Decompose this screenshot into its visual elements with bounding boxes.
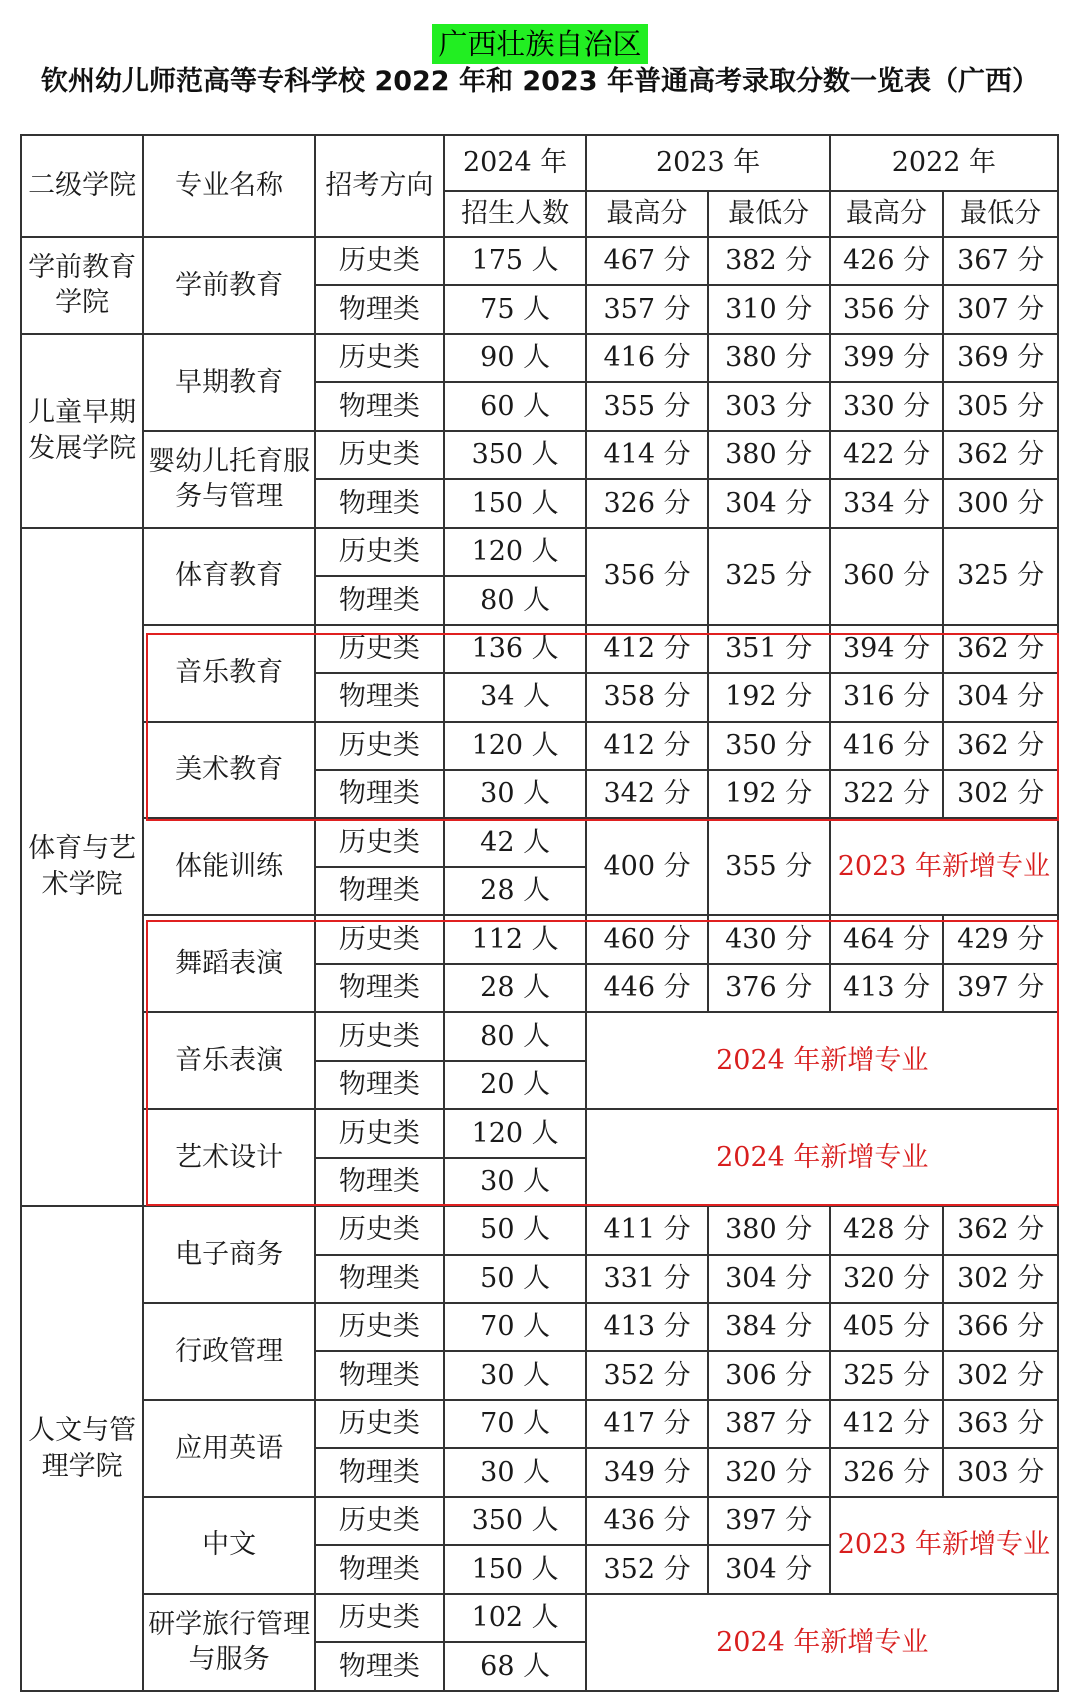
enroll-cell: 350 人 bbox=[444, 1497, 587, 1545]
enroll-cell: 50 人 bbox=[444, 1206, 587, 1254]
table-row bbox=[21, 431, 1058, 479]
score-2023-min: 380 分 bbox=[708, 1206, 830, 1254]
major-cell: 中文 bbox=[143, 1497, 315, 1594]
major-cell: 音乐教育 bbox=[143, 625, 315, 722]
major-cell: 体育教育 bbox=[143, 528, 315, 625]
score-2023-max: 326 分 bbox=[586, 479, 707, 527]
score-2022-min: 304 分 bbox=[943, 673, 1058, 721]
direction-cell: 历史类 bbox=[315, 431, 444, 479]
college-cell: 人文与管理学院 bbox=[21, 1206, 143, 1691]
header-2024: 2024 年 bbox=[444, 135, 587, 191]
enroll-cell: 30 人 bbox=[444, 770, 587, 818]
score-2023-max: 357 分 bbox=[586, 285, 707, 333]
direction-cell: 物理类 bbox=[315, 1351, 444, 1399]
score-2023-max: 355 分 bbox=[586, 382, 707, 430]
score-2023-max: 412 分 bbox=[586, 722, 707, 770]
college-cell: 儿童早期发展学院 bbox=[21, 334, 143, 528]
enroll-cell: 28 人 bbox=[444, 964, 587, 1012]
score-2023-min: 430 分 bbox=[708, 915, 830, 963]
direction-cell: 历史类 bbox=[315, 1303, 444, 1351]
score-2023-max: 416 分 bbox=[586, 334, 707, 382]
table-row bbox=[21, 625, 1058, 673]
score-2022-min: 363 分 bbox=[943, 1400, 1058, 1448]
score-2022-max: 405 分 bbox=[830, 1303, 944, 1351]
header-major: 专业名称 bbox=[143, 135, 315, 237]
score-2023-min: 380 分 bbox=[708, 431, 830, 479]
major-cell: 电子商务 bbox=[143, 1206, 315, 1303]
major-cell: 体能训练 bbox=[143, 818, 315, 915]
enroll-cell: 136 人 bbox=[444, 625, 587, 673]
header-row-1 bbox=[21, 135, 1058, 191]
score-2023-max: 412 分 bbox=[586, 625, 707, 673]
direction-cell: 物理类 bbox=[315, 964, 444, 1012]
direction-cell: 历史类 bbox=[315, 915, 444, 963]
direction-cell: 历史类 bbox=[315, 237, 444, 285]
score-2022-max: 464 分 bbox=[830, 915, 944, 963]
score-2022-min: 362 分 bbox=[943, 722, 1058, 770]
score-2022-max: 428 分 bbox=[830, 1206, 944, 1254]
header-enroll: 招生人数 bbox=[444, 191, 587, 237]
table-row bbox=[21, 818, 1058, 866]
score-2023-min: 384 分 bbox=[708, 1303, 830, 1351]
score-2023-min: 192 分 bbox=[708, 770, 830, 818]
table-row bbox=[21, 1206, 1058, 1254]
direction-cell: 物理类 bbox=[315, 479, 444, 527]
table-row bbox=[21, 1012, 1058, 1060]
score-2022-min: 300 分 bbox=[943, 479, 1058, 527]
score-2023-max: 414 分 bbox=[586, 431, 707, 479]
score-2022-min: 325 分 bbox=[943, 528, 1058, 625]
table-row bbox=[21, 334, 1058, 382]
score-2022-min: 302 分 bbox=[943, 770, 1058, 818]
enroll-cell: 30 人 bbox=[444, 1448, 587, 1496]
direction-cell: 历史类 bbox=[315, 1400, 444, 1448]
score-2022-min: 303 分 bbox=[943, 1448, 1058, 1496]
table-row bbox=[21, 1400, 1058, 1448]
college-cell: 体育与艺术学院 bbox=[21, 528, 143, 1206]
score-2023-min: 304 分 bbox=[708, 479, 830, 527]
score-2022-min: 302 分 bbox=[943, 1351, 1058, 1399]
score-2022-min: 367 分 bbox=[943, 237, 1058, 285]
major-cell: 应用英语 bbox=[143, 1400, 315, 1497]
score-2022-min: 366 分 bbox=[943, 1303, 1058, 1351]
score-2022-max: 426 分 bbox=[830, 237, 944, 285]
score-2022-max: 322 分 bbox=[830, 770, 944, 818]
score-2023-max: 331 分 bbox=[586, 1255, 707, 1303]
direction-cell: 历史类 bbox=[315, 1109, 444, 1157]
score-2023-min: 192 分 bbox=[708, 673, 830, 721]
new-major-2024-note: 2024 年新增专业 bbox=[586, 1109, 1058, 1206]
score-2023-min: 376 分 bbox=[708, 964, 830, 1012]
score-2022-min: 307 分 bbox=[943, 285, 1058, 333]
score-2023-max: 460 分 bbox=[586, 915, 707, 963]
direction-cell: 历史类 bbox=[315, 334, 444, 382]
direction-cell: 历史类 bbox=[315, 818, 444, 866]
table-row bbox=[21, 1303, 1058, 1351]
direction-cell: 物理类 bbox=[315, 867, 444, 915]
score-2022-min: 362 分 bbox=[943, 625, 1058, 673]
score-2022-max: 330 分 bbox=[830, 382, 944, 430]
score-2023-min: 382 分 bbox=[708, 237, 830, 285]
direction-cell: 物理类 bbox=[315, 1448, 444, 1496]
table-row bbox=[21, 915, 1058, 963]
direction-cell: 历史类 bbox=[315, 1012, 444, 1060]
enroll-cell: 28 人 bbox=[444, 867, 587, 915]
score-2023-min: 320 分 bbox=[708, 1448, 830, 1496]
score-2023-max: 446 分 bbox=[586, 964, 707, 1012]
enroll-cell: 175 人 bbox=[444, 237, 587, 285]
score-2023-min: 306 分 bbox=[708, 1351, 830, 1399]
header-2023-max: 最高分 bbox=[586, 191, 707, 237]
score-2022-max: 412 分 bbox=[830, 1400, 944, 1448]
college-cell: 学前教育学院 bbox=[21, 237, 143, 334]
score-2023-min: 310 分 bbox=[708, 285, 830, 333]
enroll-cell: 34 人 bbox=[444, 673, 587, 721]
table-row bbox=[21, 237, 1058, 285]
enroll-cell: 120 人 bbox=[444, 722, 587, 770]
major-cell: 研学旅行管理与服务 bbox=[143, 1594, 315, 1691]
major-cell: 学前教育 bbox=[143, 237, 315, 334]
direction-cell: 物理类 bbox=[315, 1255, 444, 1303]
score-2022-max: 325 分 bbox=[830, 1351, 944, 1399]
score-2022-max: 413 分 bbox=[830, 964, 944, 1012]
new-major-2024-note: 2024 年新增专业 bbox=[586, 1594, 1058, 1691]
score-2022-min: 302 分 bbox=[943, 1255, 1058, 1303]
direction-cell: 物理类 bbox=[315, 382, 444, 430]
major-cell: 音乐表演 bbox=[143, 1012, 315, 1109]
enroll-cell: 50 人 bbox=[444, 1255, 587, 1303]
score-2022-max: 326 分 bbox=[830, 1448, 944, 1496]
direction-cell: 历史类 bbox=[315, 1497, 444, 1545]
enroll-cell: 102 人 bbox=[444, 1594, 587, 1642]
header-2022-max: 最高分 bbox=[830, 191, 944, 237]
header-2022: 2022 年 bbox=[830, 135, 1058, 191]
score-2023-max: 349 分 bbox=[586, 1448, 707, 1496]
table-row bbox=[21, 1594, 1058, 1642]
header-college: 二级学院 bbox=[21, 135, 143, 237]
page-title: 钦州幼儿师范高等专科学校 2022 年和 2023 年普通高考录取分数一览表（广西） bbox=[41, 66, 1039, 97]
direction-cell: 物理类 bbox=[315, 1061, 444, 1109]
enroll-cell: 90 人 bbox=[444, 334, 587, 382]
enroll-cell: 70 人 bbox=[444, 1303, 587, 1351]
direction-cell: 历史类 bbox=[315, 1206, 444, 1254]
score-2022-max: 334 分 bbox=[830, 479, 944, 527]
enroll-cell: 75 人 bbox=[444, 285, 587, 333]
score-2022-max: 416 分 bbox=[830, 722, 944, 770]
enroll-cell: 150 人 bbox=[444, 1545, 587, 1593]
score-2022-max: 316 分 bbox=[830, 673, 944, 721]
score-2023-min: 351 分 bbox=[708, 625, 830, 673]
direction-cell: 物理类 bbox=[315, 770, 444, 818]
enroll-cell: 350 人 bbox=[444, 431, 587, 479]
score-2023-max: 467 分 bbox=[586, 237, 707, 285]
direction-cell: 历史类 bbox=[315, 625, 444, 673]
direction-cell: 物理类 bbox=[315, 1158, 444, 1206]
header-direction: 招考方向 bbox=[315, 135, 444, 237]
score-2023-max: 417 分 bbox=[586, 1400, 707, 1448]
enroll-cell: 60 人 bbox=[444, 382, 587, 430]
enroll-cell: 112 人 bbox=[444, 915, 587, 963]
enroll-cell: 20 人 bbox=[444, 1061, 587, 1109]
score-2022-min: 397 分 bbox=[943, 964, 1058, 1012]
score-2023-min: 325 分 bbox=[708, 528, 830, 625]
table-row bbox=[21, 722, 1058, 770]
score-2022-max: 422 分 bbox=[830, 431, 944, 479]
major-cell: 婴幼儿托育服务与管理 bbox=[143, 431, 315, 528]
direction-cell: 历史类 bbox=[315, 528, 444, 576]
score-2022-min: 362 分 bbox=[943, 1206, 1058, 1254]
enroll-cell: 30 人 bbox=[444, 1158, 587, 1206]
major-cell: 行政管理 bbox=[143, 1303, 315, 1400]
score-2023-min: 304 分 bbox=[708, 1545, 830, 1593]
header-2022-min: 最低分 bbox=[943, 191, 1058, 237]
direction-cell: 物理类 bbox=[315, 576, 444, 624]
enroll-cell: 70 人 bbox=[444, 1400, 587, 1448]
enroll-cell: 120 人 bbox=[444, 1109, 587, 1157]
major-cell: 早期教育 bbox=[143, 334, 315, 431]
direction-cell: 历史类 bbox=[315, 1594, 444, 1642]
table-row bbox=[21, 1109, 1058, 1157]
score-2022-max: 320 分 bbox=[830, 1255, 944, 1303]
score-2023-max: 400 分 bbox=[586, 818, 707, 915]
score-2022-max: 399 分 bbox=[830, 334, 944, 382]
region-label: 广西壮族自治区 bbox=[432, 24, 647, 64]
table-row bbox=[21, 1497, 1058, 1545]
table-row bbox=[21, 528, 1058, 576]
enroll-cell: 42 人 bbox=[444, 818, 587, 866]
direction-cell: 物理类 bbox=[315, 673, 444, 721]
score-2022-min: 369 分 bbox=[943, 334, 1058, 382]
score-2023-min: 355 分 bbox=[708, 818, 830, 915]
enroll-cell: 80 人 bbox=[444, 576, 587, 624]
score-2022-max: 360 分 bbox=[830, 528, 944, 625]
score-2023-min: 397 分 bbox=[708, 1497, 830, 1545]
score-2023-max: 436 分 bbox=[586, 1497, 707, 1545]
score-2023-max: 358 分 bbox=[586, 673, 707, 721]
score-2023-min: 380 分 bbox=[708, 334, 830, 382]
score-2023-max: 411 分 bbox=[586, 1206, 707, 1254]
major-cell: 艺术设计 bbox=[143, 1109, 315, 1206]
score-2023-max: 356 分 bbox=[586, 528, 707, 625]
score-2023-max: 342 分 bbox=[586, 770, 707, 818]
enroll-cell: 120 人 bbox=[444, 528, 587, 576]
enroll-cell: 80 人 bbox=[444, 1012, 587, 1060]
score-2023-max: 352 分 bbox=[586, 1351, 707, 1399]
admission-score-table bbox=[20, 134, 1059, 1692]
score-2023-max: 413 分 bbox=[586, 1303, 707, 1351]
direction-cell: 物理类 bbox=[315, 1545, 444, 1593]
major-cell: 美术教育 bbox=[143, 722, 315, 819]
enroll-cell: 150 人 bbox=[444, 479, 587, 527]
enroll-cell: 30 人 bbox=[444, 1351, 587, 1399]
direction-cell: 历史类 bbox=[315, 722, 444, 770]
new-major-2023-note: 2023 年新增专业 bbox=[830, 818, 1058, 915]
enroll-cell: 68 人 bbox=[444, 1642, 587, 1691]
new-major-2024-note: 2024 年新增专业 bbox=[586, 1012, 1058, 1109]
header-2023: 2023 年 bbox=[586, 135, 829, 191]
direction-cell: 物理类 bbox=[315, 1642, 444, 1691]
score-2023-min: 303 分 bbox=[708, 382, 830, 430]
header-2023-min: 最低分 bbox=[708, 191, 830, 237]
score-2022-max: 356 分 bbox=[830, 285, 944, 333]
score-2023-min: 304 分 bbox=[708, 1255, 830, 1303]
score-2022-min: 305 分 bbox=[943, 382, 1058, 430]
score-2022-max: 394 分 bbox=[830, 625, 944, 673]
score-2023-min: 387 分 bbox=[708, 1400, 830, 1448]
score-2023-min: 350 分 bbox=[708, 722, 830, 770]
score-2023-max: 352 分 bbox=[586, 1545, 707, 1593]
score-2022-min: 429 分 bbox=[943, 915, 1058, 963]
score-2022-min: 362 分 bbox=[943, 431, 1058, 479]
direction-cell: 物理类 bbox=[315, 285, 444, 333]
new-major-2023-note: 2023 年新增专业 bbox=[830, 1497, 1058, 1594]
major-cell: 舞蹈表演 bbox=[143, 915, 315, 1012]
